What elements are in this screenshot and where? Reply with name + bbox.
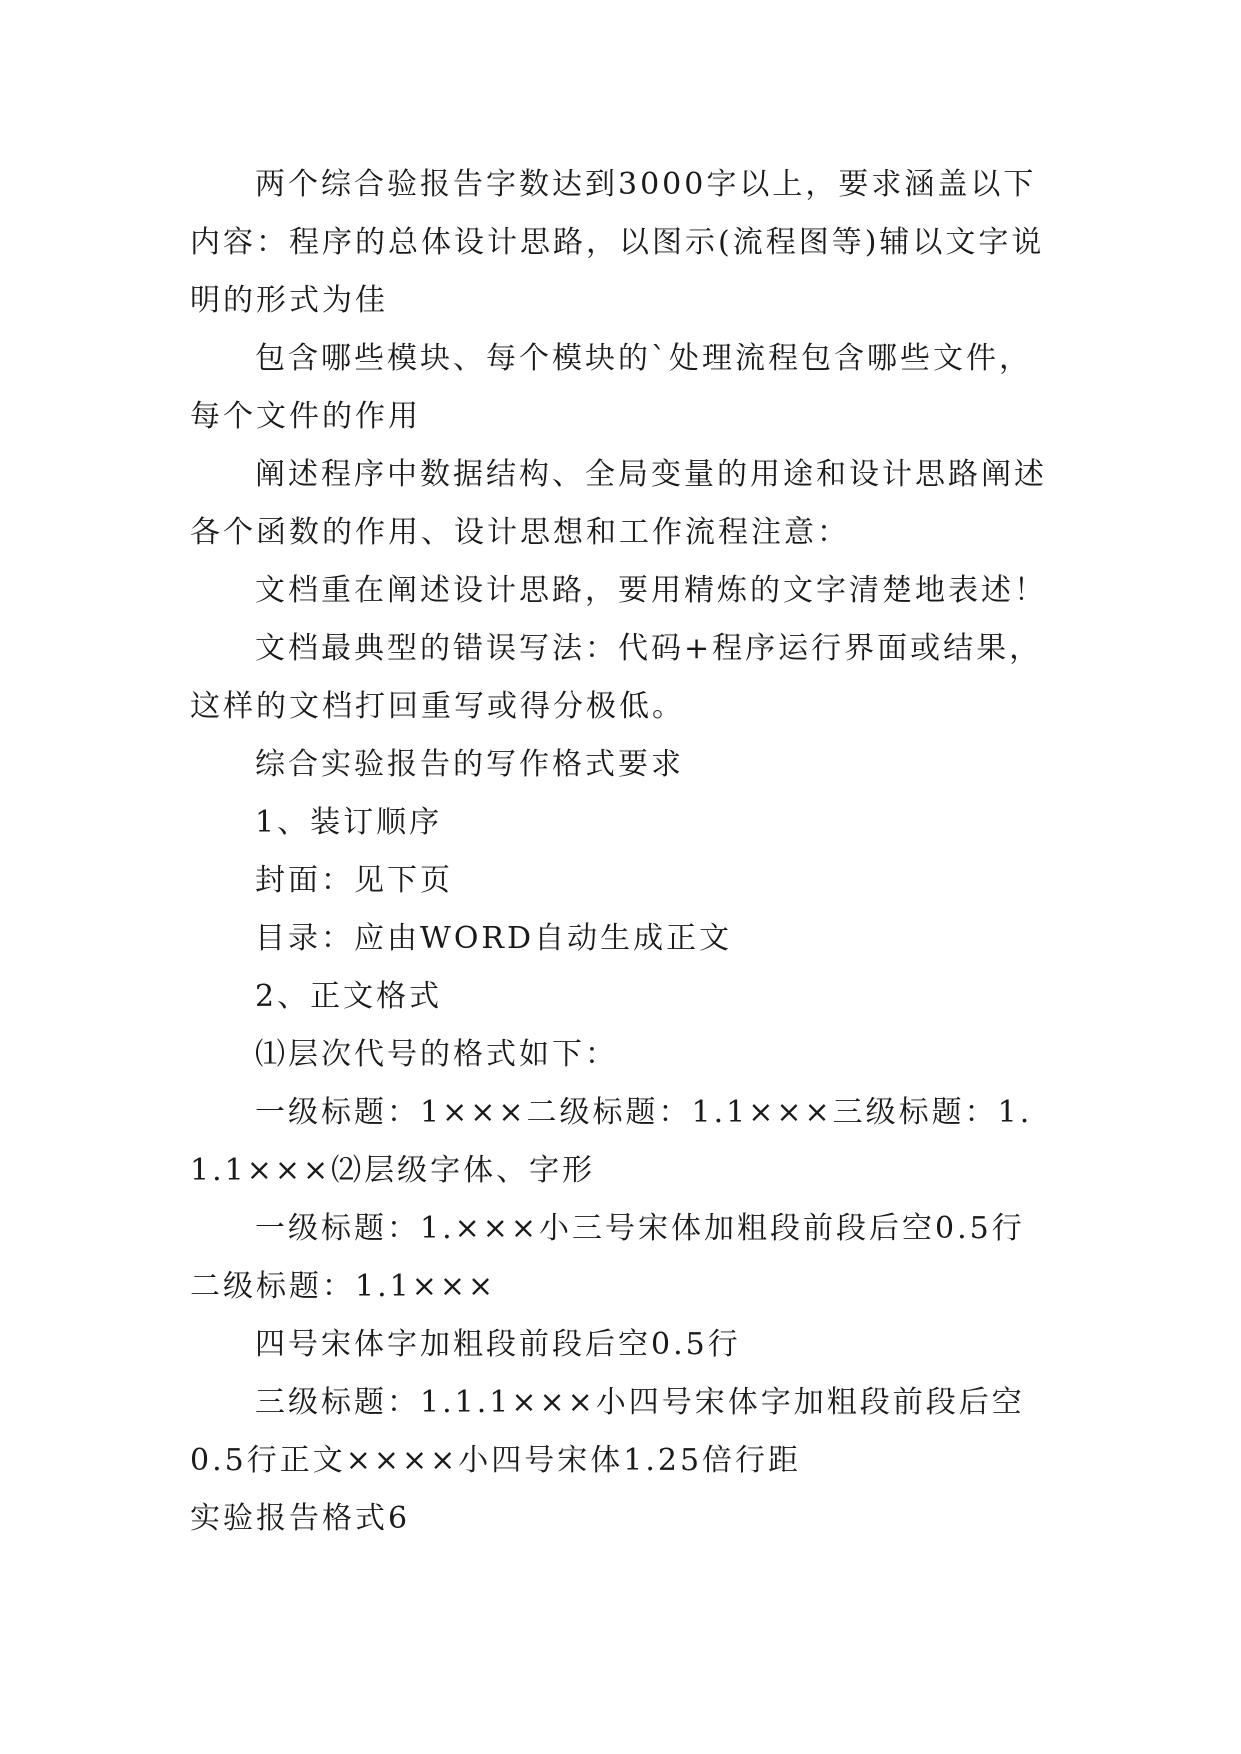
paragraph-level-codes: ⑴层次代号的格式如下： (255, 1037, 618, 1072)
paragraph-level-one-font: 一级标题：1.×××小三号宋体加粗段前段后空0.5行二级标题：1.1××× (190, 1211, 1025, 1304)
paragraph-body-format: 2、正文格式 (255, 979, 443, 1014)
paragraph-modules: 包含哪些模块、每个模块的`处理流程包含哪些文件，每个文件的作用 (190, 341, 1032, 434)
paragraph-binding-order: 1、装订顺序 (255, 805, 443, 840)
paragraph-word-count: 两个综合验报告字数达到3000字以上，要求涵盖以下内容：程序的总体设计思路，以图示(流程图等)辅以文字说明的形式为佳 (190, 167, 1045, 318)
paragraph-toc: 目录：应由WORD自动生成正文 (255, 921, 733, 956)
paragraph-cover: 封面：见下页 (255, 863, 453, 898)
paragraph-data-structures: 阐述程序中数据结构、全局变量的用途和设计思路阐述各个函数的作用、设计思想和工作流程注意： (190, 457, 1047, 550)
document-body (190, 156, 1055, 1548)
paragraph-format-title: 综合实验报告的写作格式要求 (255, 747, 684, 782)
paragraph-level-two-font: 四号宋体字加粗段前段后空0.5行 (255, 1327, 741, 1362)
paragraph-heading-levels: 一级标题：1×××二级标题：1.1×××三级标题：1.1.1×××⑵层级字体、字形 (190, 1095, 1033, 1188)
section-heading: 实验报告格式6 (190, 1501, 411, 1536)
paragraph-design-focus: 文档重在阐述设计思路，要用精炼的文字清楚地表述！ (255, 573, 1047, 608)
paragraph-level-three-font: 三级标题：1.1.1×××小四号宋体字加粗段前段后空0.5行正文××××小四号宋体1.25倍行距 (190, 1385, 1025, 1478)
paragraph-typical-error: 文档最典型的错误写法：代码+程序运行界面或结果，这样的文档打回重写或得分极低。 (190, 631, 1043, 724)
